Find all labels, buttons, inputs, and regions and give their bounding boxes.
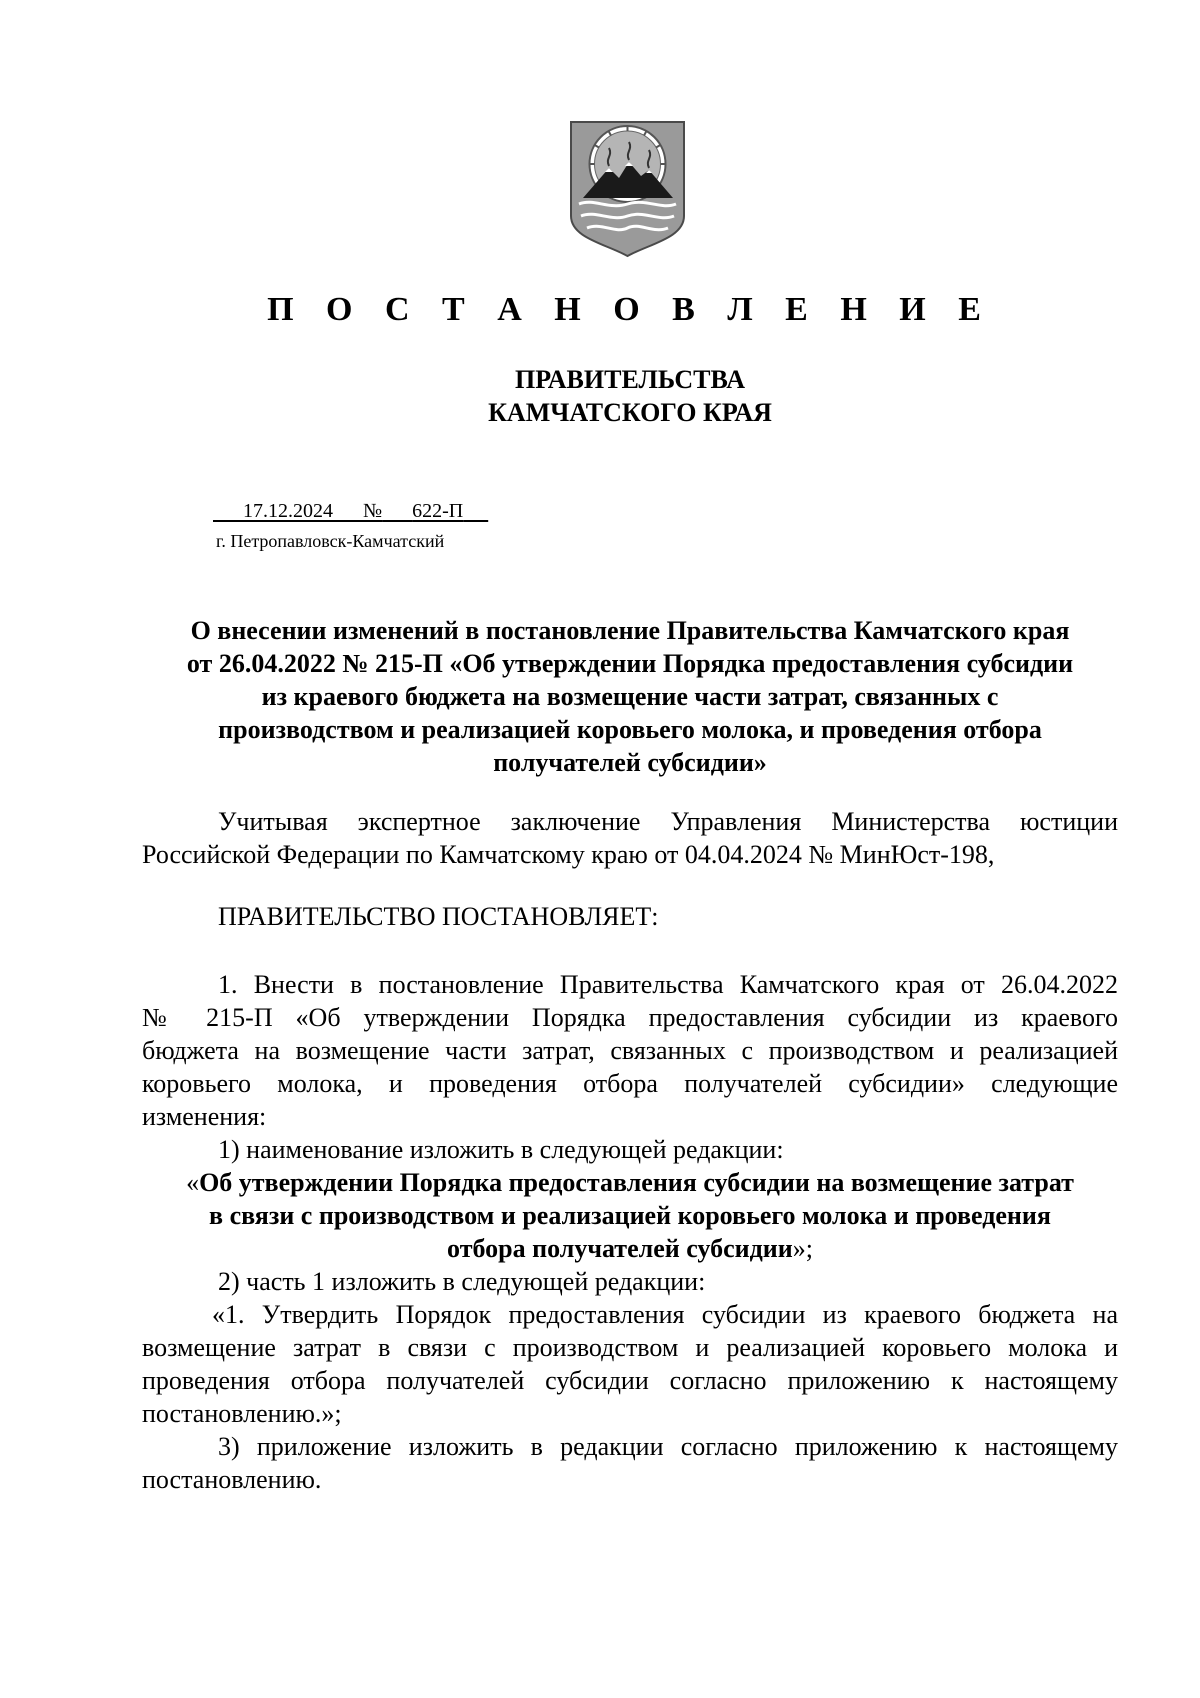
- subitem-2-line: постановлению.»;: [142, 1399, 342, 1428]
- subitem-3-paragraph: [142, 1430, 1118, 1496]
- subject-line: производством и реализацией коровьего молока, и проведения отбора: [218, 715, 1042, 744]
- new-title-line: в связи с производством и реализацией коровьего молока и проведения: [209, 1201, 1051, 1230]
- document-subject: [142, 614, 1118, 779]
- item-1-paragraph: [142, 968, 1118, 1133]
- quote-open: «: [186, 1168, 200, 1197]
- number-sign: №: [363, 500, 383, 522]
- subject-line: получателей субсидии»: [493, 748, 767, 777]
- preamble-line: Российской Федерации по Камчатскому краю от 04.04.2024 № МинЮст-198,: [142, 840, 995, 869]
- issuer-line: КАМЧАТСКОГО КРАЯ: [488, 398, 772, 427]
- preamble-paragraph: [142, 805, 1118, 871]
- document-date: 17.12.2024: [243, 500, 333, 522]
- item-1-line: изменения:: [142, 1102, 267, 1131]
- document-type-title: П О С Т А Н О В Л Е Н И Е: [267, 291, 993, 328]
- item-1-line: № 215-П «Об утверждении Порядка предоставления субсидии из краевого: [142, 1003, 1118, 1032]
- preamble-line: Учитывая экспертное заключение Управления Министерства юстиции: [218, 807, 1118, 836]
- resolves-heading: ПРАВИТЕЛЬСТВО ПОСТАНОВЛЯЕТ:: [218, 902, 659, 931]
- document-number: 622-П: [412, 500, 464, 522]
- subitem-3-line: 3) приложение изложить в редакции согласно приложению к настоящему: [218, 1432, 1118, 1461]
- subitem-3-line: постановлению.: [142, 1465, 322, 1494]
- subitem-1-new-title: [142, 1166, 1118, 1265]
- issuing-city: г. Петропавловск-Камчатский: [216, 531, 445, 551]
- subitem-2-line: «1. Утвердить Порядок предоставления субсидии из краевого бюджета на: [212, 1300, 1118, 1329]
- item-1-line: коровьего молока, и проведения отбора получателей субсидии» следующие: [142, 1069, 1118, 1098]
- subitem-1-intro: 1) наименование изложить в следующей редакции:: [218, 1135, 784, 1164]
- quote-close: »;: [792, 1234, 813, 1263]
- subitem-2-line: возмещение затрат в связи с производством и реализацией коровьего молока и: [142, 1333, 1118, 1362]
- subitem-2-paragraph: [142, 1298, 1118, 1430]
- subitem-2-intro: 2) часть 1 изложить в следующей редакции:: [218, 1267, 706, 1296]
- subject-line: О внесении изменений в постановление Правительства Камчатского края: [190, 616, 1070, 645]
- new-title-line: «Об утверждении Порядка предоставления субсидии на возмещение затрат: [186, 1168, 1074, 1197]
- document-date-number: [213, 498, 488, 524]
- issuer-block: [0, 363, 1200, 429]
- subject-line: из краевого бюджета на возмещение части затрат, связанных с: [261, 682, 999, 711]
- kamchatka-coat-of-arms-icon: [569, 120, 686, 258]
- new-title-line: отбора получателей субсидии»;: [447, 1234, 813, 1263]
- subitem-2-line: проведения отбора получателей субсидии согласно приложению к настоящему: [142, 1366, 1118, 1395]
- item-1-line: бюджета на возмещение части затрат, связанных с производством и реализацией: [142, 1036, 1118, 1065]
- issuer-line: ПРАВИТЕЛЬСТВА: [515, 365, 745, 394]
- subject-line: от 26.04.2022 № 215-П «Об утверждении Порядка предоставления субсидии: [186, 649, 1074, 678]
- item-1-line: 1. Внести в постановление Правительства Камчатского края от 26.04.2022: [218, 970, 1118, 999]
